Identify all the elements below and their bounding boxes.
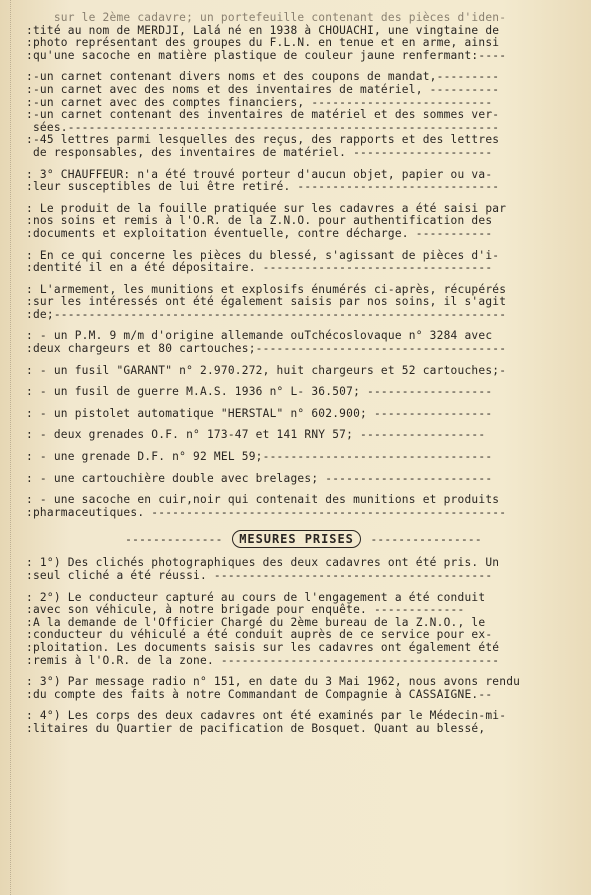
text-line: :deux chargeurs et 80 cartouches;------------------------------------	[26, 342, 507, 356]
mesure-item	[26, 557, 581, 582]
text-line: :leur susceptibles de lui être retiré. -----------------------------	[26, 180, 500, 194]
text-line: : 3°) Par message radio n° 151, en date du 3 Mai 1962, nous avons rendu	[26, 675, 521, 689]
mesure-item	[26, 592, 581, 668]
text-line: :-45 lettres parmi lesquelles des reçus, des rapports et des lettres	[26, 133, 500, 147]
heading-dashes-left: --------------	[125, 533, 223, 547]
weapon-item	[26, 494, 581, 519]
carnets-list	[26, 71, 581, 159]
intro-paragraph	[26, 12, 581, 62]
text-line: : 4°) Les corps des deux cadavres ont été examinés par le Médecin-mi-	[26, 709, 507, 723]
text-line: :-un carnet contenant des inventaires de matériel et des sommes ver-	[26, 108, 500, 122]
armement-paragraph	[26, 284, 581, 322]
text-line: :conducteur du véhiculé a été conduit auprès de ce service pour ex-	[26, 628, 493, 642]
text-line: :nos soins et remis à l'O.R. de la Z.N.O. pour authentification des	[26, 214, 493, 228]
section-heading: MESURES PRISES	[232, 530, 361, 548]
section-heading-row	[26, 528, 581, 548]
text-line: : - une grenade D.F. n° 92 MEL 59;---------------------------------	[26, 450, 493, 464]
text-line: :avec son véhicule, à notre brigade pour enquête. -------------	[26, 603, 465, 617]
mesure-item	[26, 710, 581, 735]
fouille-paragraph	[26, 203, 581, 241]
text-line: de responsables, des inventaires de matériel. --------------------	[26, 145, 493, 159]
text-line: :-un carnet avec des noms et des inventaires de matériel, ----------	[26, 82, 500, 96]
text-line: :litaires du Quartier de pacification de Bosquet. Quant au blessé,	[26, 721, 486, 735]
weapon-item	[26, 330, 581, 355]
text-line: : - une sacoche en cuir,noir qui contenait des munitions et produits	[26, 493, 500, 507]
text-line: :qu'une sacoche en matière plastique de couleur jaune renfermant:----	[26, 48, 507, 62]
text-line: : - un fusil de guerre M.A.S. 1936 n° L- 36.507; ------------------	[26, 385, 493, 399]
text-line: :dentité il en a été dépositaire. ---------------------------------	[26, 261, 493, 275]
text-line: :du compte des faits à notre Commandant de Compagnie à CASSAIGNE.--	[26, 687, 493, 701]
text-line: :-un carnet contenant divers noms et des coupons de mandat,---------	[26, 70, 500, 84]
text-line: : - deux grenades O.F. n° 173-47 et 141 RNY 57; ------------------	[26, 428, 486, 442]
text-line: : 1°) Des clichés photographiques des deux cadavres ont été pris. Un	[26, 556, 500, 570]
text-line: : 2°) Le conducteur capturé au cours de l'engagement a été conduit	[26, 590, 486, 604]
text-line: :tité au nom de MERDJI, Lalá né en 1938 à CHOUACHI, une vingtaine de	[26, 23, 500, 37]
weapon-item	[26, 473, 581, 486]
text-line: sur le 2ème cadavre; un portefeuille contenant des pièces d'iden-	[26, 11, 507, 24]
text-line: :A la demande de l'Officier Chargé du 2ème bureau de la Z.N.O., le	[26, 615, 486, 629]
text-line: :ploitation. Les documents saisis sur les cadavres ont également été	[26, 640, 500, 654]
text-line: : - une cartouchière double avec brelages; ------------------------	[26, 471, 493, 485]
text-line: :remis à l'O.R. de la zone. ----------------------------------------	[26, 653, 500, 667]
mesure-item	[26, 676, 581, 701]
margin-rule	[10, 0, 23, 895]
weapon-item	[26, 365, 581, 378]
text-line: :seul cliché a été réussi. ----------------------------------------	[26, 569, 493, 582]
text-line: sées.--------------------------------------------------------------	[26, 120, 500, 134]
weapon-item	[26, 429, 581, 442]
text-line: : L'armement, les munitions et explosifs énumérés ci-après, récupérés	[26, 282, 507, 296]
text-line: :pharmaceutiques. ---------------------------------------------------	[26, 505, 507, 519]
weapon-item	[26, 386, 581, 399]
blesse-paragraph	[26, 250, 581, 275]
heading-dashes-right: ----------------	[370, 533, 482, 547]
text-line: :documents et exploitation éventuelle, contre décharge. -----------	[26, 226, 493, 240]
weapon-item	[26, 451, 581, 464]
text-line: :de;-----------------------------------------------------------------	[26, 307, 507, 321]
text-line: : - un pistolet automatique "HERSTAL" n° 602.900; -----------------	[26, 406, 493, 420]
text-line: :sur les intéressés ont été également saisis par nos soins, il s'agit	[26, 295, 507, 309]
text-line: : - un P.M. 9 m/m d'origine allemande ouTchécoslovaque n° 3284 avec	[26, 329, 493, 343]
text-line: :-un carnet avec des comptes financiers, --------------------------	[26, 95, 493, 109]
text-line: : Le produit de la fouille pratiquée sur les cadavres a été saisi par	[26, 201, 507, 215]
text-line: :photo représentant des groupes du F.L.N. en tenue et en arme, ainsi	[26, 36, 500, 50]
text-line: : - un fusil "GARANT" n° 2.970.272, huit chargeurs et 52 cartouches;-	[26, 363, 507, 377]
text-line: : En ce qui concerne les pièces du blessé, s'agissant de pièces d'i-	[26, 248, 500, 262]
text-line: : 3° CHAUFFEUR: n'a été trouvé porteur d'aucun objet, papier ou va-	[26, 167, 493, 181]
weapon-item	[26, 408, 581, 421]
chauffeur-paragraph	[26, 169, 581, 194]
